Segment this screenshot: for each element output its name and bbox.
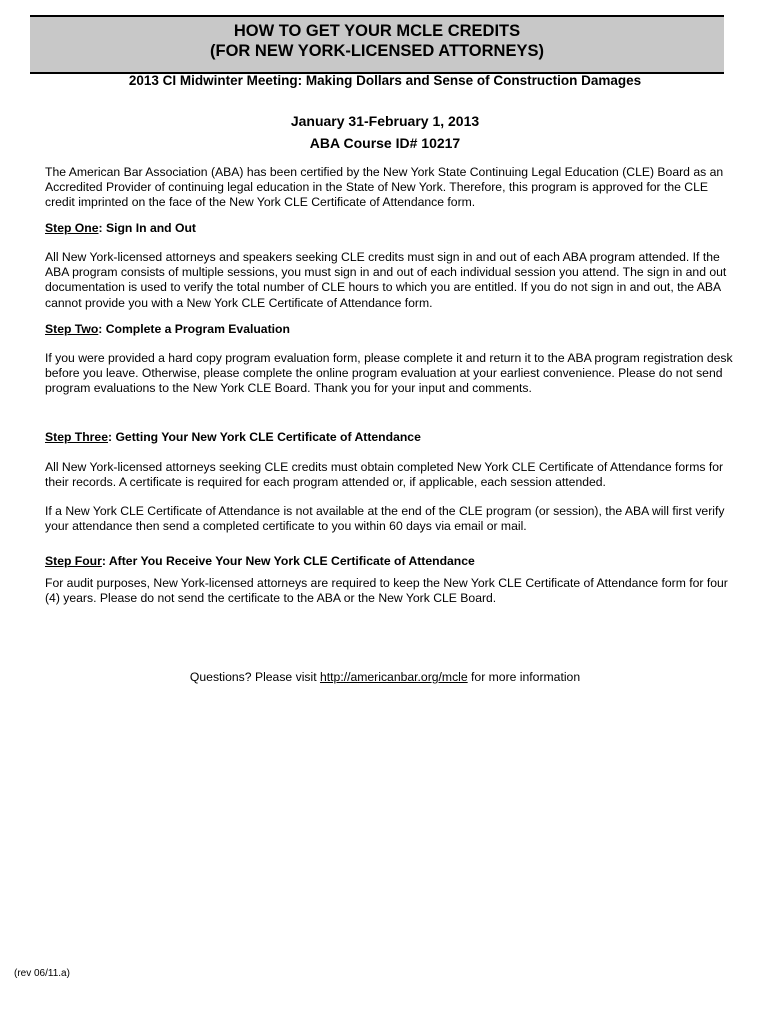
- step-two-heading: [45, 322, 290, 336]
- step-three-label: Step Three: [45, 430, 108, 444]
- step-two-title: : Complete a Program Evaluation: [98, 322, 290, 336]
- step-two-body: If you were provided a hard copy program evaluation form, please complete it and return it to the ABA program registration desk before you leave. Otherwise, please complete the online program evaluation at your earliest convenience. Please do not send program evaluations to the New York CLE Board. Thank you for your input and comments.: [45, 351, 733, 396]
- page-title-banner: [30, 15, 724, 74]
- intro-paragraph: The American Bar Association (ABA) has been certified by the New York State Continuing Legal Education (CLE) Board as an Accredited Provider of continuing legal education in the State of New York. Therefore, this program is approved for the CLE credit imprinted on the face of the New York CLE Certificate of Attendance form.: [45, 165, 724, 210]
- step-three-body-1: All New York-licensed attorneys seeking CLE credits must obtain completed New York CLE Certificate of Attendance forms for their records. A certificate is required for each program attended or, if applicable, each session attended.: [45, 460, 724, 490]
- page-title-line-2: (FOR NEW YORK-LICENSED ATTORNEYS): [210, 42, 544, 60]
- meeting-date: January 31-February 1, 2013: [290, 113, 480, 129]
- step-three-body-2: If a New York CLE Certificate of Attendance is not available at the end of the CLE program (or session), the ABA will first verify your attendance then send a completed certificate to you within 60 days via email or mail.: [45, 504, 725, 534]
- step-four-heading: [45, 554, 475, 568]
- step-two-label: Step Two: [45, 322, 99, 336]
- meeting-title: 2013 CI Midwinter Meeting: Making Dollars and Sense of Construction Damages: [128, 73, 642, 88]
- step-one-heading: [45, 221, 196, 235]
- mcle-link[interactable]: http://americanbar.org/mcle: [319, 670, 468, 684]
- step-four-title: : After You Receive Your New York CLE Certificate of Attendance: [101, 554, 475, 568]
- page-title-line-1: HOW TO GET YOUR MCLE CREDITS: [233, 22, 521, 40]
- course-id: ABA Course ID# 10217: [309, 135, 461, 151]
- revision-note: (rev 06/11.a): [14, 968, 70, 979]
- step-four-label: Step Four: [45, 554, 102, 568]
- step-three-title: : Getting Your New York CLE Certificate of Attendance: [108, 430, 421, 444]
- step-one-title: : Sign In and Out: [98, 221, 196, 235]
- step-four-body: For audit purposes, New York-licensed attorneys are required to keep the New York CLE Certificate of Attendance form for four (4) years. Please do not send the certificate to the ABA or the New York CLE Board.: [45, 576, 728, 606]
- questions-prefix: Questions? Please visit: [189, 670, 320, 684]
- questions-line: [0, 670, 770, 684]
- step-one-body: All New York-licensed attorneys and speakers seeking CLE credits must sign in and out of each ABA program attended. If the ABA program consists of multiple sessions, you must sign in and out of each individual session you attend. The sign in and out documentation is used to verify the total number of CLE hours to which you are entitled. If you do not sign in and out, the ABA cannot provide you with a New York CLE Certificate of Attendance form.: [45, 250, 727, 310]
- step-one-label: Step One: [45, 221, 99, 235]
- step-three-heading: [45, 430, 421, 444]
- questions-suffix: for more information: [467, 670, 581, 684]
